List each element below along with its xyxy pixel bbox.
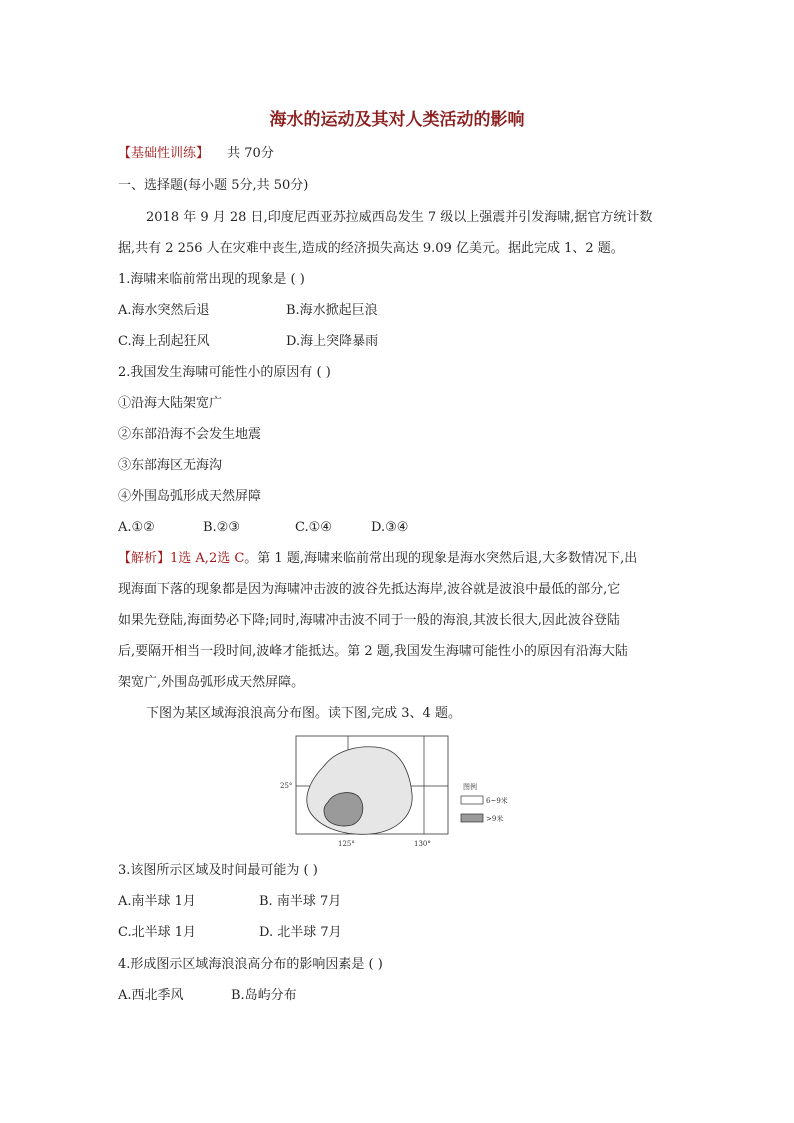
- legend-label-6-9m: 6~9米: [486, 797, 508, 805]
- q1-option-a[interactable]: A.海水突然后退: [118, 303, 210, 318]
- legend-title: 图例: [463, 783, 477, 791]
- analysis-line2: 现海面下落的现象都是因为海啸冲击波的波谷先抵达海岸,波谷就是波浪中最低的部分,它: [118, 582, 621, 597]
- q3-option-b[interactable]: B. 南半球 7月: [259, 894, 342, 909]
- q3-stem: 3.该图所示区域及时间最可能为 ( ): [118, 863, 318, 878]
- lon-label-130: 130°: [414, 840, 431, 848]
- passage1-line2: 据,共有 2 256 人在灾难中丧生,造成的经济损失高达 9.09 亿美元。据此完成 1、2 题。: [118, 241, 624, 256]
- part1-heading: 一、选择题(每小题 5分,共 50分): [118, 178, 309, 193]
- wave-height-map-svg: [278, 728, 508, 854]
- lon-label-125: 125°: [338, 840, 355, 848]
- q2-item-2: ②东部沿海不会发生地震: [118, 427, 262, 442]
- q2-option-b[interactable]: B.②③: [203, 520, 240, 535]
- page-title: 海水的运动及其对人类活动的影响: [269, 110, 525, 130]
- analysis-line4: 后,要隔开相当一段时间,波峰才能抵达。第 2 题,我国发生海啸可能性小的原因有沿海大陆: [118, 644, 628, 659]
- q2-item-4: ④外围岛弧形成天然屏障: [118, 489, 262, 504]
- q1-option-b[interactable]: B.海水掀起巨浪: [286, 303, 378, 318]
- lat-label-25: 25°: [280, 782, 293, 790]
- q2-option-d[interactable]: D.③④: [371, 520, 409, 535]
- q4-option-b[interactable]: B.岛屿分布: [231, 988, 297, 1003]
- analysis-line1: [118, 551, 637, 567]
- analysis-tag: 【解析】: [118, 551, 171, 566]
- section-tag: 【基础性训练】: [118, 146, 210, 161]
- q3-option-d[interactable]: D. 北半球 7月: [259, 925, 342, 940]
- q3-option-a[interactable]: A.南半球 1月: [118, 894, 196, 909]
- section-header: [118, 146, 274, 162]
- q1-stem: 1.海啸来临前常出现的现象是 ( ): [118, 272, 305, 287]
- wave-height-map: [278, 728, 508, 854]
- legend-label-over-9m: >9米: [486, 815, 504, 823]
- q1-option-c[interactable]: C.海上刮起狂风: [118, 334, 210, 349]
- section-total: 共 70分: [227, 146, 274, 161]
- q2-option-c[interactable]: C.①④: [295, 520, 332, 535]
- q2-item-1: ①沿海大陆架宽广: [118, 396, 223, 411]
- legend-swatch-dark: [461, 814, 483, 822]
- analysis-line5: 架宽广,外围岛弧形成天然屏障。: [118, 675, 305, 690]
- analysis-answer: 1选 A,2选 C: [170, 551, 245, 566]
- passage1-line1: 2018 年 9 月 28 日,印度尼西亚苏拉威西岛发生 7 级以上强震并引发海啸,据官方统计数: [146, 210, 653, 225]
- q3-option-c[interactable]: C.北半球 1月: [118, 925, 197, 940]
- passage2-text: 下图为某区域海浪浪高分布图。读下图,完成 3、4 题。: [146, 706, 461, 721]
- q1-option-d[interactable]: D.海上突降暴雨: [286, 334, 379, 349]
- q4-stem: 4.形成图示区域海浪浪高分布的影响因素是 ( ): [118, 957, 383, 972]
- analysis-line3: 如果先登陆,海面势必下降;同时,海啸冲击波不同于一般的海浪,其波长很大,因此波谷登陆: [118, 613, 620, 628]
- q2-option-a[interactable]: A.①②: [118, 520, 155, 535]
- q2-stem: 2.我国发生海啸可能性小的原因有 ( ): [118, 365, 331, 380]
- analysis-text-1: 。第 1 题,海啸来临前常出现的现象是海水突然后退,大多数情况下,出: [244, 551, 638, 566]
- q2-item-3: ③东部海区无海沟: [118, 458, 223, 473]
- legend-swatch-light: [461, 796, 483, 804]
- q4-option-a[interactable]: A.西北季风: [118, 988, 184, 1003]
